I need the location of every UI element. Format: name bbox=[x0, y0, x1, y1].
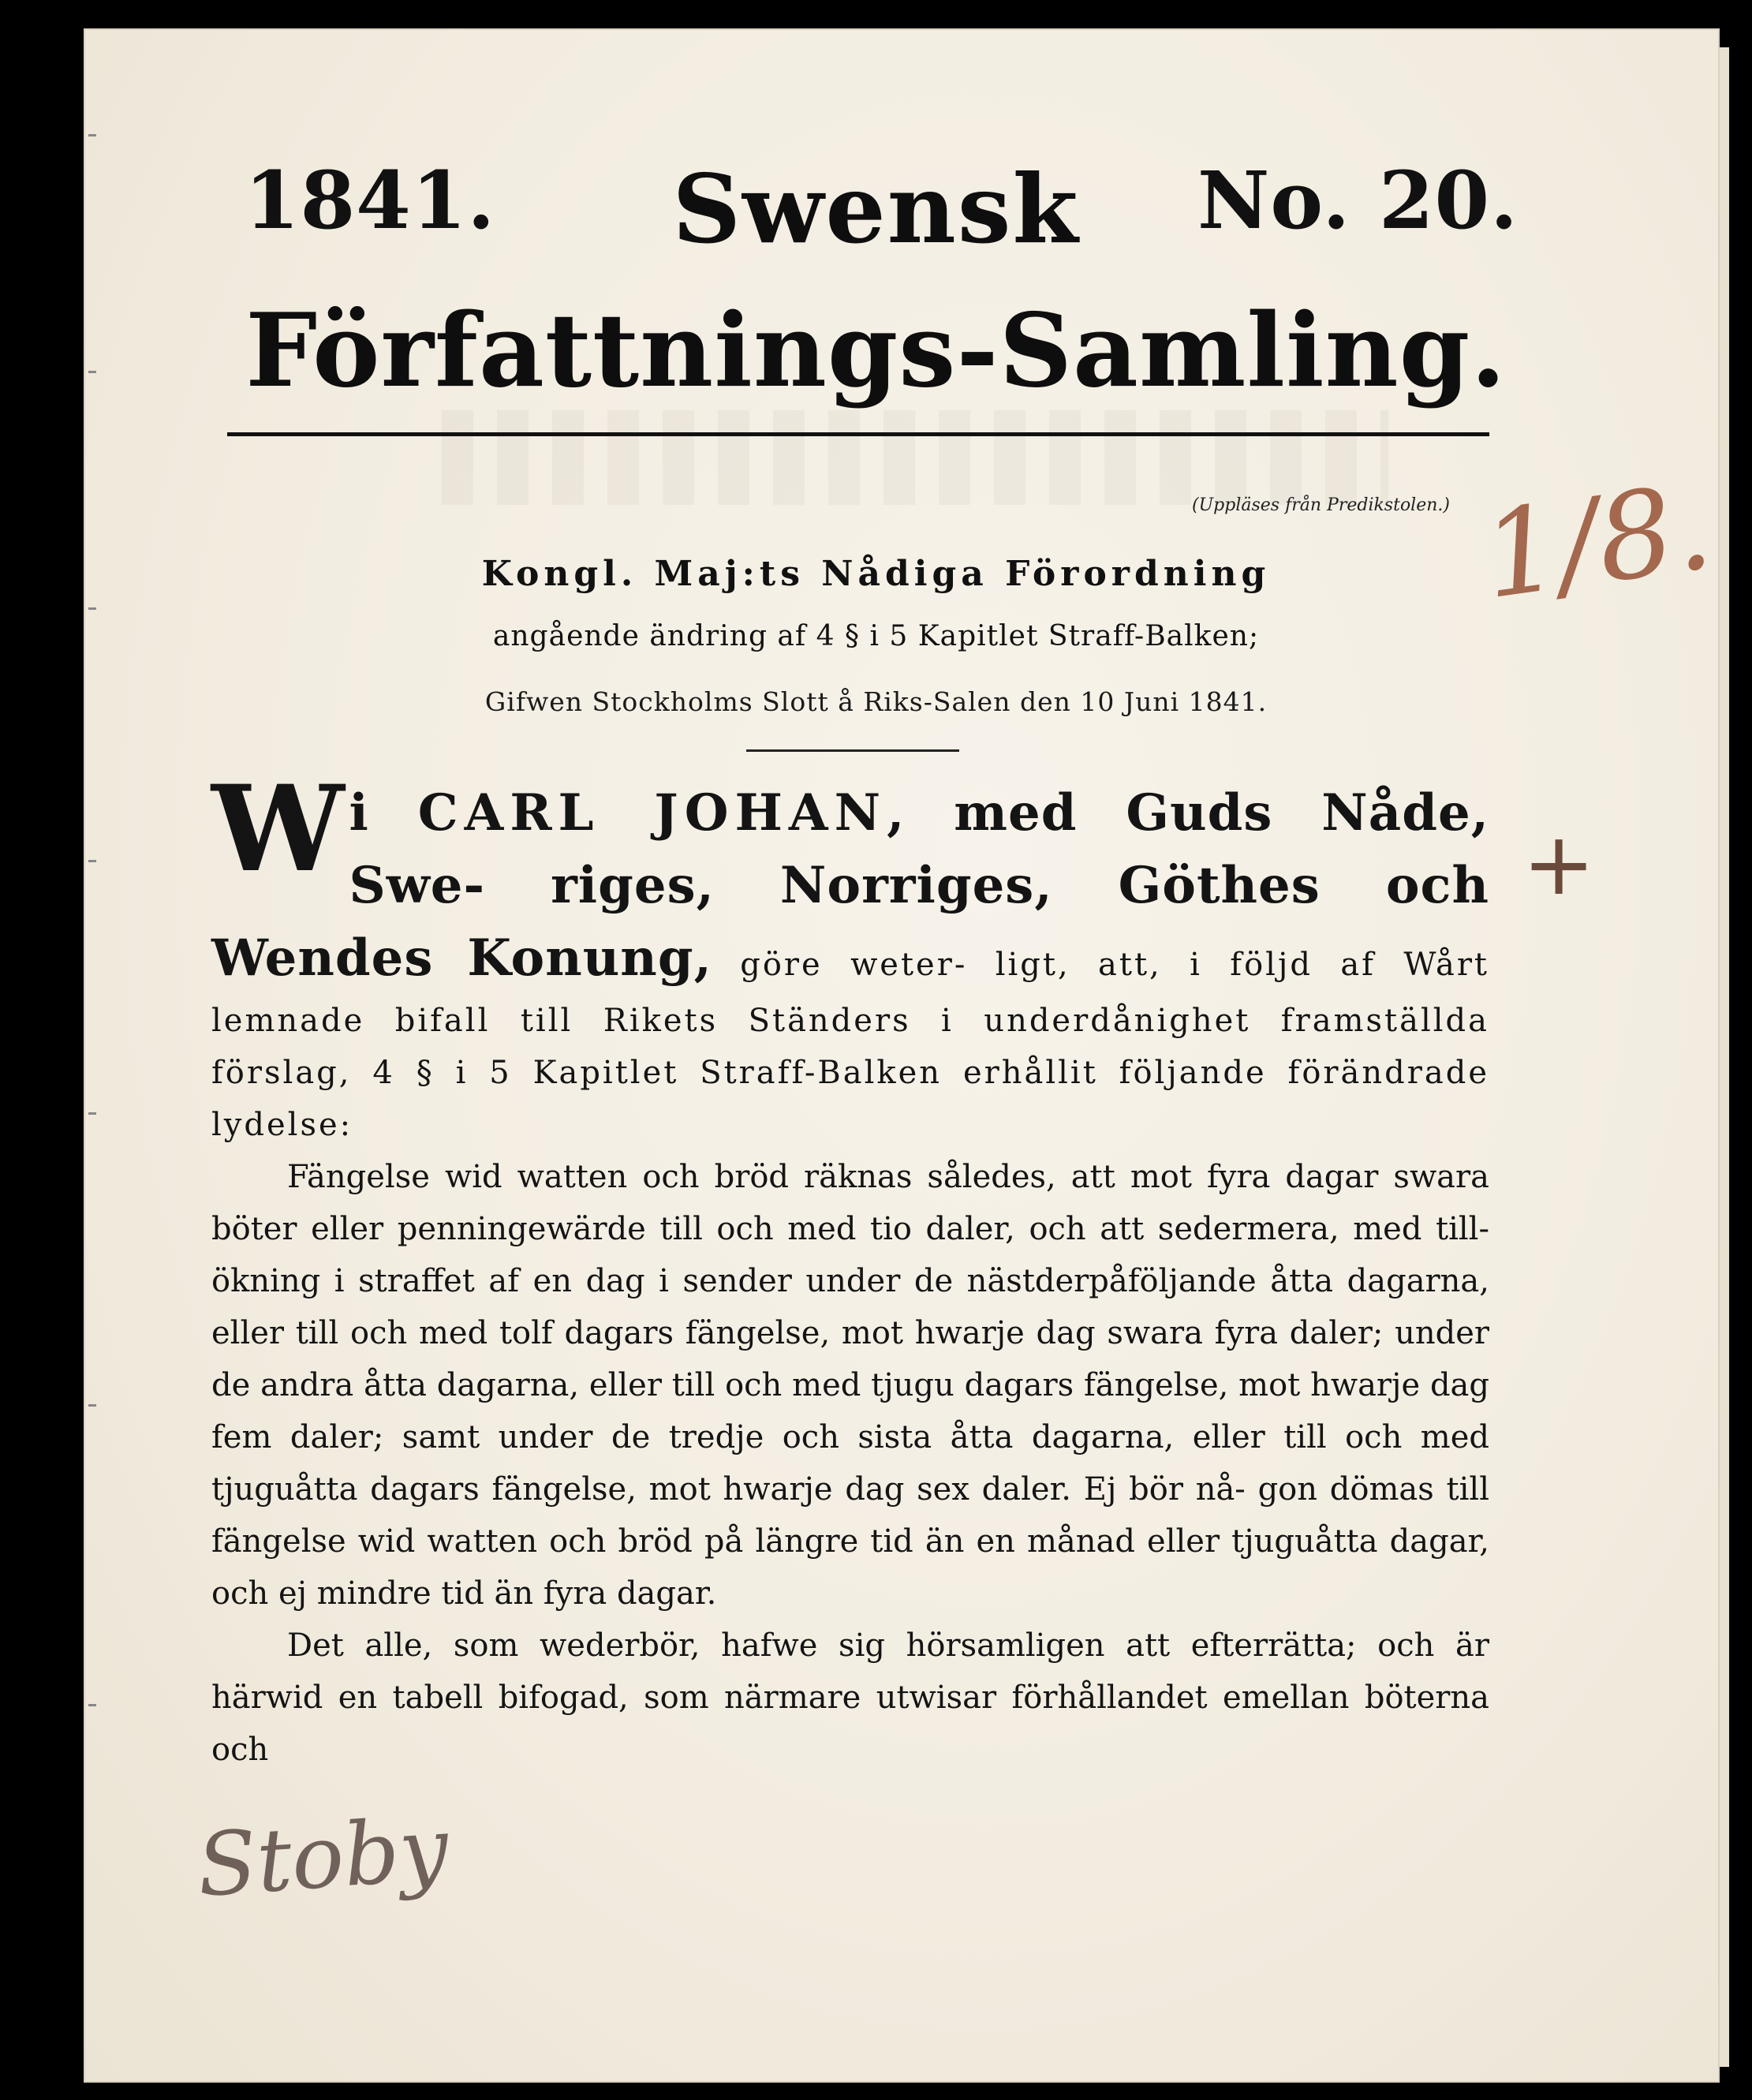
preamble-lead-i: i bbox=[349, 783, 418, 843]
handwritten-signature: Stoby bbox=[193, 1798, 452, 1916]
edge-tick-mark bbox=[88, 1112, 96, 1115]
king-name: CARL JOHAN bbox=[417, 783, 887, 843]
header-rule bbox=[227, 432, 1489, 436]
ordinance-given-date: Gifwen Stockholms Slott å Riks-Salen den 10 Juni 1841. bbox=[484, 686, 1268, 717]
edge-tick-mark bbox=[88, 1404, 96, 1407]
preamble-text: göre weter- ligt, att, i följd af Wårt lemnade bifall till Rikets Ständers i underdånighet framställda förslag, 4 § i 5 Kapitlet Straff-Balken erhållit följande förändrade lydelse: bbox=[211, 947, 1490, 1143]
handwritten-cross-mark: + bbox=[1522, 813, 1596, 914]
header-title-line2: Författnings-Samling. bbox=[245, 292, 1507, 410]
ordinance-subject: angående ändring af 4 § i 5 Kapitlet Straff-Balken; bbox=[492, 620, 1260, 652]
paragraph-closing: Det alle, som wederbör, hafwe sig hörsamligen att efterrätta; och är härwid en tabell bifogad, som närmare utwisar förhållandet emellan böterna och bbox=[211, 1627, 1489, 1768]
paragraph-provision: Fängelse wid watten och bröd räknas således, att mot fyra dagar swara böter eller penningewärde till och med tio daler, och att sedermera, med till- ökning i straffet af en dag i sender under de nästderpåföljande åtta dagarna, eller till och med tolf dagars fängelse, mot hwarje dag swara fyra daler; under de andra åtta dagarna, eller till och med tjugu dagars fängelse, mot hwarje dag fem daler; samt under de tredje och sista åtta dagarna, eller till och med tjuguåtta dagars fängelse, mot hwarje dag sex daler. Ej bör nå- gon dömas till fängelse wid watten och bröd på längre tid än en månad eller tjuguåtta dagar, och ej mindre tid än fyra dagar. bbox=[211, 1159, 1489, 1612]
edge-tick-mark bbox=[88, 860, 96, 862]
header-number: No. 20. bbox=[1197, 154, 1519, 247]
edge-tick-mark bbox=[88, 607, 96, 610]
drop-cap: W bbox=[211, 760, 345, 899]
edge-tick-mark bbox=[88, 1704, 96, 1706]
preamble-lead-titles: , med Guds Nåde, Swe- riges, Norriges, Göthes och Wendes Konung, bbox=[211, 783, 1490, 988]
bleed-through-shadow bbox=[442, 410, 1388, 505]
header-year: 1841. bbox=[245, 154, 496, 247]
edge-tick-mark bbox=[88, 134, 96, 136]
ordinance-body bbox=[211, 760, 1490, 1776]
header-title-line1: Swensk bbox=[672, 154, 1080, 265]
ordinance-title: Kongl. Maj:ts Nådiga Förordning bbox=[481, 554, 1271, 594]
paragraph-preamble bbox=[211, 760, 1490, 1151]
handwritten-fraction-annotation: 1/8. bbox=[1474, 458, 1720, 626]
pulpit-note: (Uppläses från Predikstolen.) bbox=[1192, 495, 1450, 515]
section-divider bbox=[746, 749, 959, 752]
